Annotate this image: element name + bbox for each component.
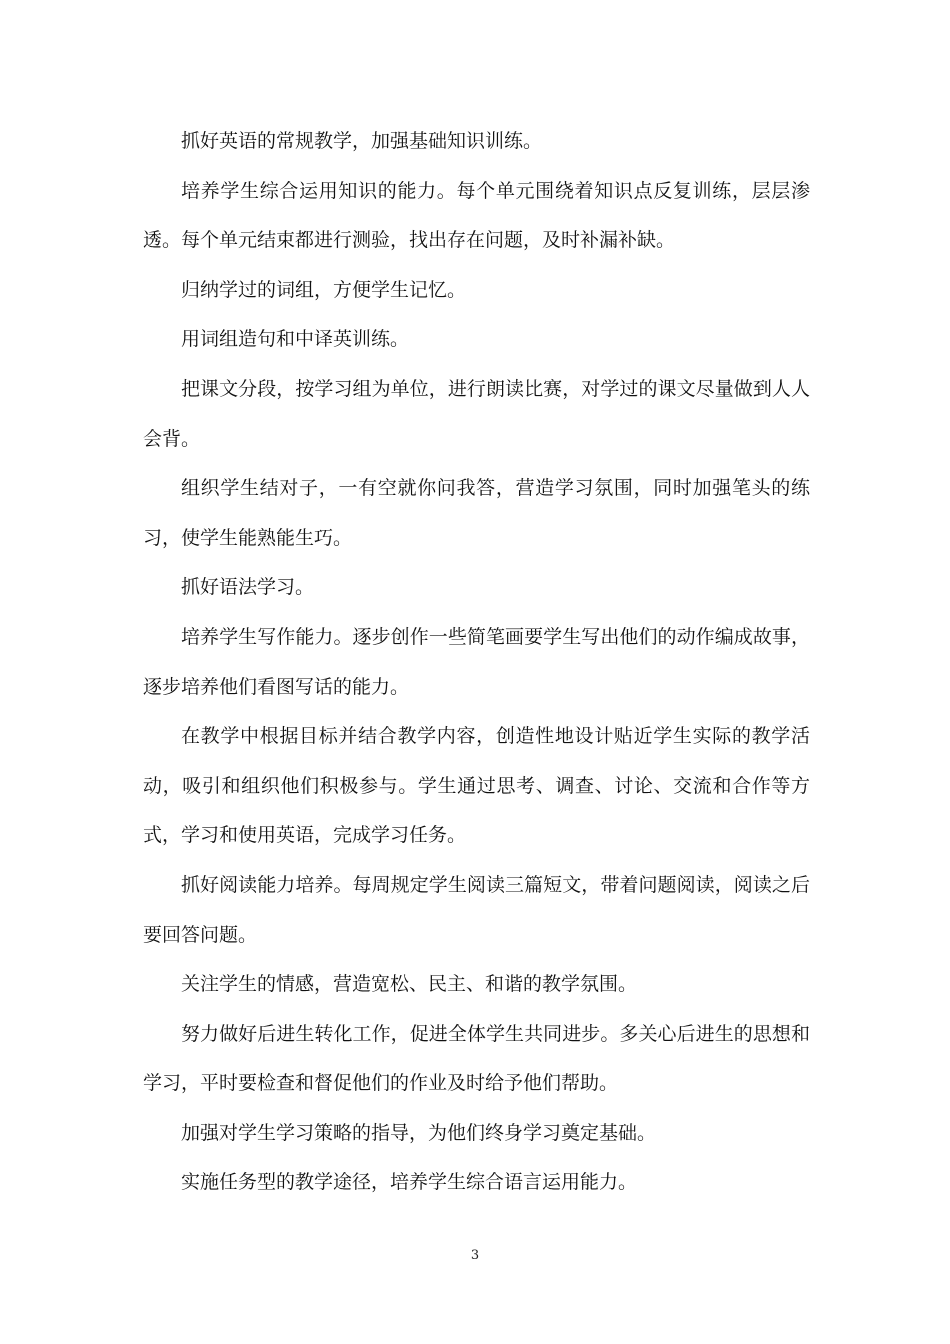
paragraph: 关注学生的情感，营造宽松、民主、和谐的教学氛围。 — [181, 973, 638, 996]
document-body — [143, 117, 810, 1208]
paragraph: 培养学生写作能力。逐步创作一些简笔画要学生写出他们的动作编成故事，逐步培养他们看图写话的能力。 — [143, 625, 810, 698]
page-number: 3 — [470, 1248, 480, 1263]
paragraph: 归纳学过的词组，方便学生记忆。 — [181, 278, 467, 301]
paragraph: 用词组造句和中译英训练。 — [181, 328, 410, 351]
paragraph: 把课文分段，按学习组为单位，进行朗读比赛，对学过的课文尽量做到人人会背。 — [143, 377, 810, 450]
paragraph: 抓好英语的常规教学，加强基础知识训练。 — [181, 130, 543, 152]
paragraph: 在教学中根据目标并结合教学内容，创造性地设计贴近学生实际的教学活动，吸引和组织他们积极参与。学生通过思考、调查、讨论、交流和合作等方式，学习和使用英语，完成学习任务。 — [143, 725, 810, 847]
paragraph: 抓好阅读能力培养。每周规定学生阅读三篇短文，带着问题阅读，阅读之后要回答问题。 — [143, 873, 810, 946]
paragraph: 抓好语法学习。 — [181, 576, 315, 599]
paragraph: 组织学生结对子，一有空就你问我答，营造学习氛围，同时加强笔头的练习，使学生能熟能生巧。 — [143, 477, 810, 549]
paragraph: 加强对学生学习策略的指导，为他们终身学习奠定基础。 — [181, 1121, 657, 1144]
paragraph: 实施任务型的教学途径，培养学生综合语言运用能力。 — [181, 1171, 638, 1194]
paragraph: 努力做好后进生转化工作，促进全体学生共同进步。多关心后进生的思想和学习，平时要检查和督促他们的作业及时给予他们帮助。 — [143, 1022, 810, 1095]
paragraph: 培养学生综合运用知识的能力。每个单元围绕着知识点反复训练，层层渗透。每个单元结束都进行测验，找出存在问题，及时补漏补缺。 — [143, 179, 810, 252]
